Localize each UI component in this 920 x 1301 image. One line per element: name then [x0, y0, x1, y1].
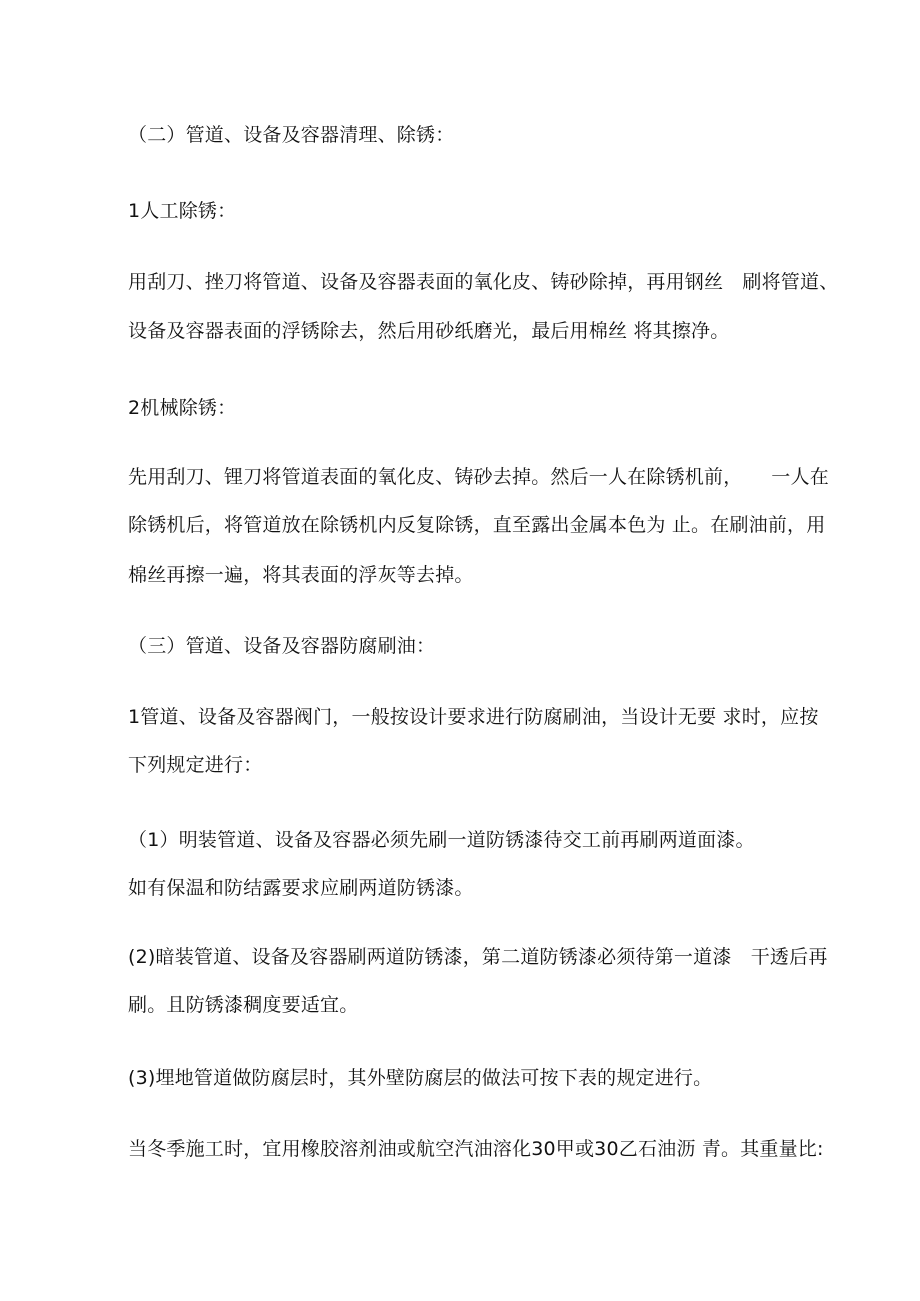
section-heading-anticorrosion: （三）管道、设备及容器防腐刷油：	[128, 635, 436, 657]
paragraph-machine-line-3: 棉丝再擦一遍，将其表面的浮灰等去掉。	[128, 564, 474, 586]
paragraph-manual-line-1: 用刮刀、挫刀将管道、设备及容器表面的氧化皮、铸砂除掉，再用钢丝 刷将管道、	[128, 271, 839, 293]
paragraph-winter-line-1: 当冬季施工时，宜用橡胶溶剂油或航空汽油溶化30甲或30乙石油沥 青。其重量比:	[128, 1138, 824, 1160]
paragraph-machine-line-2: 除锈机后，将管道放在除锈机内反复除锈，直至露出金属本色为 止。在刷油前，用	[128, 514, 826, 536]
paragraph-item1-line-1: 1管道、设备及容器阀门，一般按设计要求进行防腐刷油，当设计无要 求时，应按	[128, 706, 819, 728]
paragraph-item1-line-2: 下列规定进行：	[128, 754, 263, 776]
section-heading-cleaning: （二）管道、设备及容器清理、除锈：	[128, 124, 455, 146]
subheading-machine-rust-removal: 2机械除锈：	[128, 397, 237, 419]
paragraph-manual-line-2: 设备及容器表面的浮锈除去，然后用砂纸磨光，最后用棉丝 将其擦净。	[128, 320, 730, 342]
paragraph-sub1-line-2: 如有保温和防结露要求应刷两道防锈漆。	[128, 877, 474, 899]
paragraph-sub2-line-1: (2)暗装管道、设备及容器刷两道防锈漆，第二道防锈漆必须待第一道漆 干透后再	[128, 946, 828, 968]
paragraph-sub2-line-2: 刷。且防锈漆稠度要适宜。	[128, 994, 359, 1016]
paragraph-machine-line-1: 先用刮刀、锂刀将管道表面的氧化皮、铸砂去掉。然后一人在除锈机前， 一人在	[128, 466, 829, 488]
paragraph-sub3-line-1: (3)埋地管道做防腐层时，其外壁防腐层的做法可按下表的规定进行。	[128, 1067, 713, 1089]
subheading-manual-rust-removal: 1人工除锈：	[128, 200, 237, 222]
paragraph-sub1-line-1: （1）明装管道、设备及容器必须先刷一道防锈漆待交工前再刷两道面漆。	[128, 829, 755, 851]
